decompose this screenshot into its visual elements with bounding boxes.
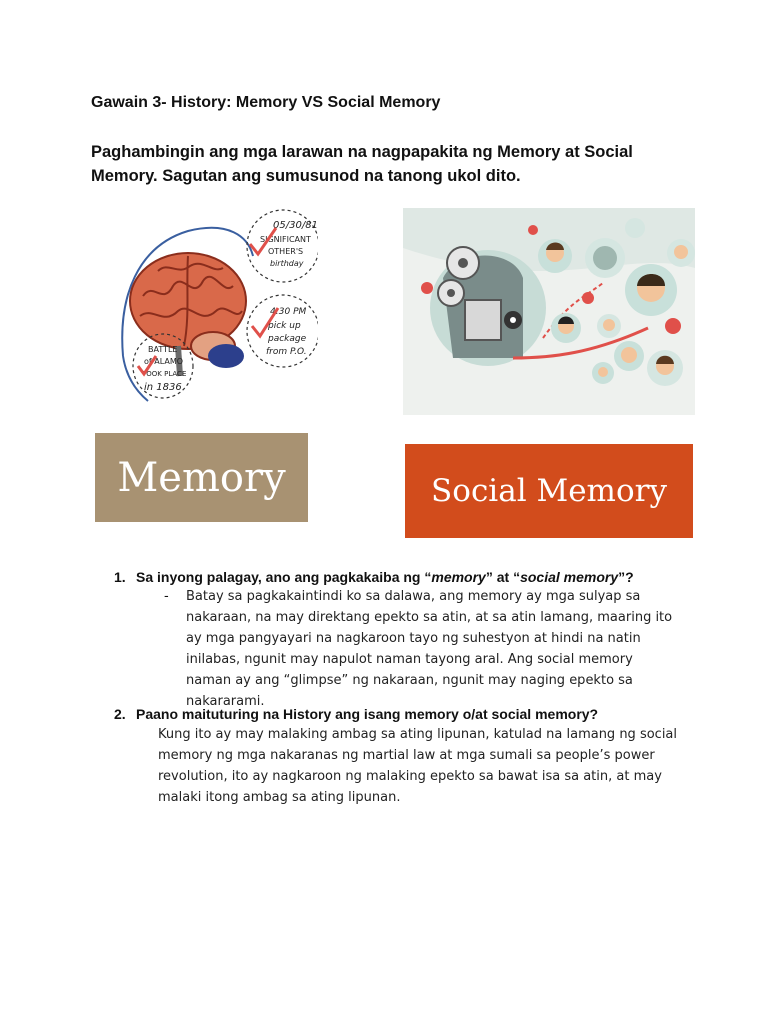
question-1 [114, 569, 634, 585]
note2-line2: package [268, 334, 307, 344]
note3-line4: in 1836 [144, 382, 182, 393]
note2-time: 4:30 PM [270, 307, 307, 317]
note1-date: 05/30/81 [273, 220, 318, 231]
question-1-text-before: Sa inyong palagay, ano ang pagkakaiba ng “ [136, 569, 432, 585]
brain-memory-illustration [118, 206, 318, 406]
page-title: Gawain 3- History: Memory VS Social Memory [91, 94, 441, 111]
question-1-number: 1. [114, 569, 126, 585]
social-memory-label-box: Social Memory [405, 444, 693, 538]
note1-line3: birthday [270, 259, 304, 268]
memory-label-box: Memory [95, 433, 308, 522]
question-1-text-mid: ” at “ [485, 569, 521, 585]
note1-line1: SIGNIFICANT [260, 235, 311, 244]
note3-line1: BATTLE [148, 345, 178, 354]
answer-1: Batay sa pagkakaintindi ko sa dalawa, ang memory ay mga sulyap sa nakaraan, na may direktang epekto sa atin, at sa atin lamang, maaring ito ay mga pangyayari na nagkaroon tayo ng suhestyon at hindi na natin inilabas, ngunit may napulot naman tayong aral. Ang social memory naman ay ang “glimpse” ng nakaraan, ngunit may naging epekto sa nakararami. [186, 589, 673, 709]
instructions: Paghambingin ang mga larawan na nagpapakita ng Memory at Social Memory. Sagutan ang sumusunod na tanong ukol dito. [91, 143, 633, 185]
question-2-number: 2. [114, 706, 126, 722]
question-1-text-after: ”? [618, 569, 634, 585]
question-1-term1: memory [431, 569, 486, 585]
note1-line2: OTHER'S [268, 247, 304, 256]
answer-2: Kung ito ay may malaking ambag sa ating lipunan, katulad na lamang ng social memory ng mga nakaranas ng martial law at mga sumali sa people’s power revolution, ito ay nagkaroon ng malaking epekto sa bawat isa sa atin, at may malaki itong ambag sa ating lipunan. [158, 727, 678, 805]
note2-line1: pick up [268, 321, 301, 331]
answer-1-bullet: - [164, 589, 169, 604]
note3-line2: of ALAMO [144, 357, 184, 366]
social-memory-illustration [403, 208, 695, 415]
question-2 [114, 706, 598, 722]
note3-line3: TOOK PLACE [142, 370, 187, 378]
question-1-term2: social memory [520, 569, 619, 585]
note2-line3: from P.O. [266, 347, 307, 357]
question-2-text: Paano maituturing na History ang isang memory o/at social memory? [136, 706, 599, 722]
